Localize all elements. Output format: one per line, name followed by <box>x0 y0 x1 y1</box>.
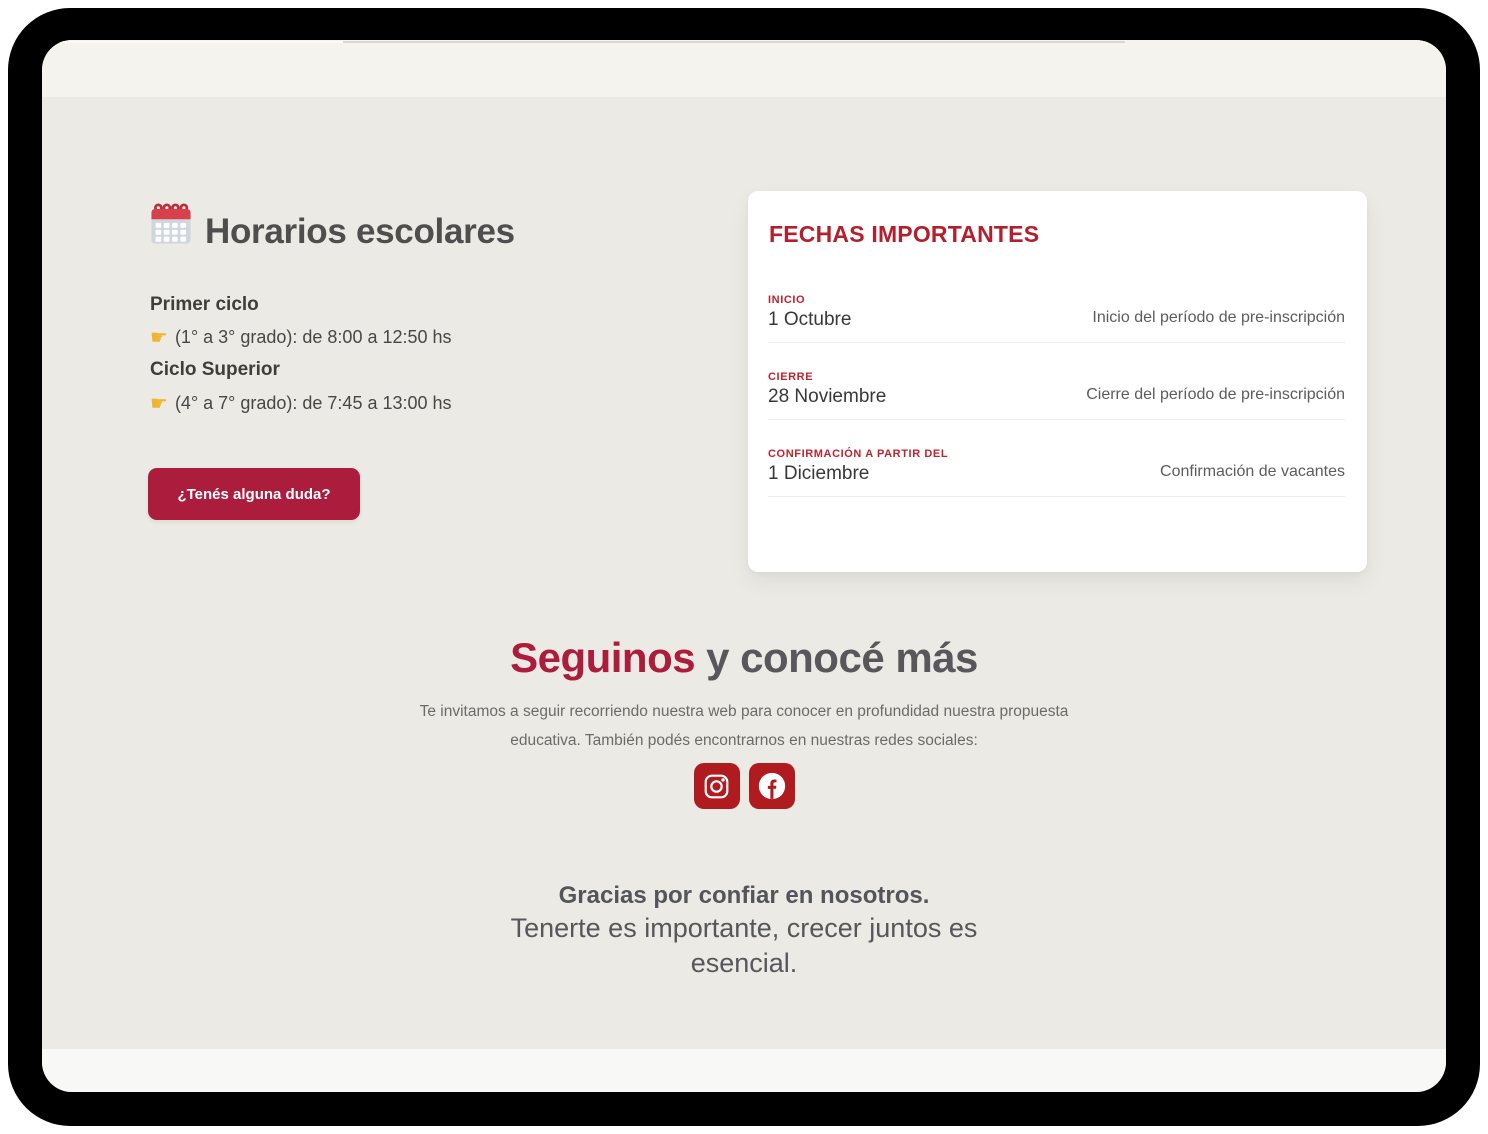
closing-bold-line: Gracias por confiar en nosotros. <box>558 882 930 909</box>
date-row-date: 28 Noviembre <box>768 386 887 407</box>
pointing-finger-icon: ☛ <box>150 393 168 415</box>
social-buttons <box>42 763 1446 809</box>
schedule-group-name: Primer ciclo <box>150 294 259 315</box>
date-row <box>768 343 1345 420</box>
schedule-title: Horarios escolares <box>205 212 515 251</box>
date-row-left <box>768 371 886 408</box>
follow-body-text: Te invitamos a seguir recorriendo nuestra web para conocer en profundidad nuestra propuesta educativa. También podés encontrarnos en nuestras redes sociales: <box>419 703 1069 749</box>
instagram-icon <box>703 773 730 800</box>
schedule-group-detail-text: (1° a 3° grado): de 8:00 a 12:50 hs <box>174 327 452 347</box>
card-title: FECHAS IMPORTANTES <box>769 221 1040 247</box>
important-dates-card <box>748 191 1367 572</box>
date-row <box>768 277 1345 343</box>
pointing-finger-icon: ☛ <box>150 327 168 349</box>
schedule-group-detail <box>150 325 452 350</box>
header-strip <box>42 40 1446 97</box>
date-row-left <box>768 448 948 485</box>
date-row-date: 1 Diciembre <box>768 463 870 484</box>
screen <box>42 40 1446 1092</box>
date-row-label: CONFIRMACIÓN A PARTIR DEL <box>768 448 949 460</box>
facebook-icon <box>758 772 786 800</box>
date-row-description: Confirmación de vacantes <box>1160 463 1345 480</box>
schedule-group-name: Ciclo Superior <box>150 359 280 380</box>
date-row <box>768 420 1345 497</box>
follow-heading-accent: Seguinos <box>510 634 696 681</box>
date-row-date: 1 Octubre <box>768 309 852 330</box>
schedule-group-detail-text: (4° a 7° grado): de 7:45 a 13:00 hs <box>174 393 452 413</box>
date-row-left <box>768 294 851 331</box>
instagram-button[interactable] <box>694 763 740 809</box>
calendar-icon <box>148 201 194 247</box>
schedule-group-detail <box>150 391 452 416</box>
follow-heading-rest: y conocé más <box>706 634 978 681</box>
questions-button[interactable]: ¿Tenés alguna duda? <box>148 468 360 520</box>
header-top-line-light <box>42 41 343 43</box>
facebook-button[interactable] <box>749 763 795 809</box>
footer-strip <box>42 1049 1446 1092</box>
date-row-description: Cierre del período de pre-inscripción <box>1086 386 1345 403</box>
date-row-label: CIERRE <box>768 371 814 383</box>
closing-regular-line: Tenerte es importante, crecer juntos es esencial. <box>510 913 978 978</box>
card-rows <box>768 277 1345 497</box>
follow-heading <box>42 634 1446 682</box>
header-top-line-gray <box>343 41 1125 43</box>
date-row-label: INICIO <box>768 294 806 306</box>
date-row-description: Inicio del período de pre-inscripción <box>1092 309 1345 326</box>
